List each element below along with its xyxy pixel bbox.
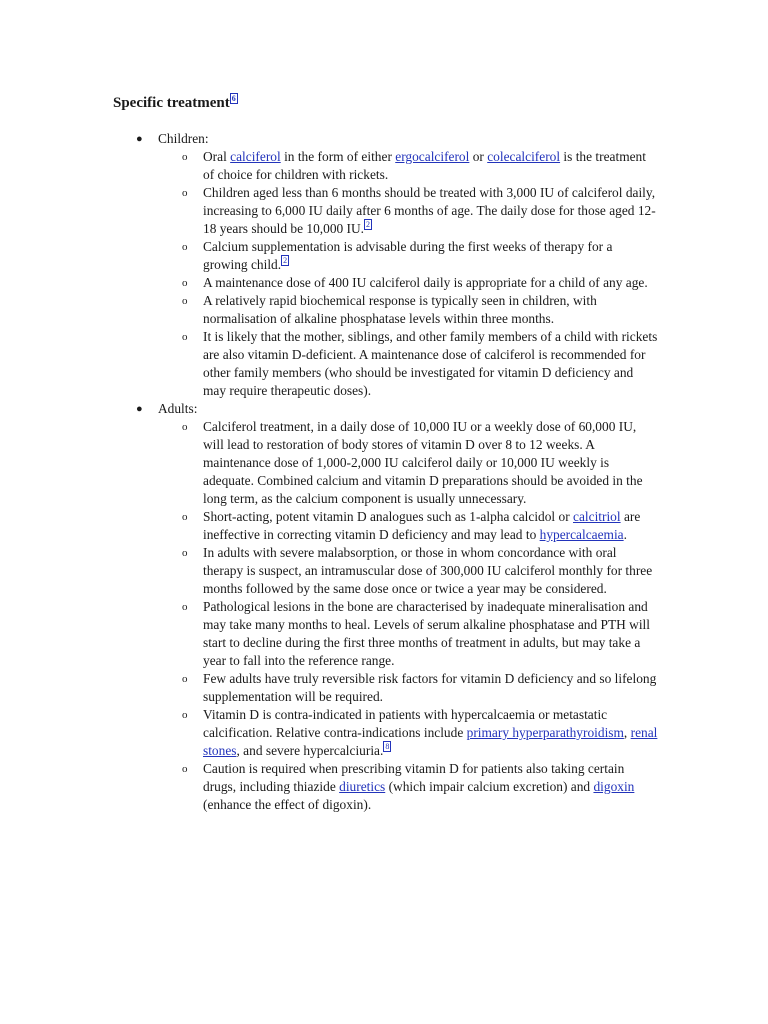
circle-bullet-icon: o xyxy=(182,421,188,433)
wiki-link[interactable]: renal stones xyxy=(203,725,658,758)
list-item: o Calcium supplementation is advisable during the first weeks of therapy for a growing child. $^2$ xyxy=(182,239,613,272)
list-item: o Pathological lesions in the bone are characterised by inadequate mineralisation and may take many months to heal. Levels of serum alkaline phosphatase and PTH will start to decline during the first three months of treatment in adults, but may take a year to fall into the reference range. xyxy=(182,599,650,668)
list-item: o A maintenance dose of 400 IU calciferol daily is appropriate for a child of any age. xyxy=(182,275,648,290)
citation xyxy=(281,255,289,266)
wiki-link[interactable]: calciferol xyxy=(230,149,281,164)
wiki-link[interactable]: colecalciferol xyxy=(487,149,561,164)
circle-bullet-icon: o xyxy=(182,295,188,307)
heading-ref xyxy=(230,93,238,104)
circle-bullet-icon: o xyxy=(182,673,188,685)
reference-link[interactable]: 2 xyxy=(283,256,288,265)
citation xyxy=(364,219,372,230)
section-heading xyxy=(113,94,238,112)
wiki-link[interactable]: hypercalcaemia xyxy=(539,527,624,542)
sub-list xyxy=(158,418,658,814)
circle-bullet-icon: o xyxy=(182,277,188,289)
reference-link[interactable]: 8 xyxy=(385,742,390,751)
list-item: o It is likely that the mother, siblings, and other family members of a child with rickets are also vitamin D-deficient. A maintenance dose of calciferol is recommended for other family members (who should be investigated for vitamin D deficiency and may require therapeutic doses). xyxy=(182,329,658,398)
circle-bullet-icon: o xyxy=(182,187,188,199)
section-label: Children: xyxy=(158,131,209,146)
heading-text: Specific treatment xyxy=(113,95,230,111)
citation xyxy=(383,741,391,752)
circle-bullet-icon: o xyxy=(182,151,188,163)
list-item: o Short-acting, potent vitamin D analogues such as 1-alpha calcidol or calcitriol are ineffective in correcting vitamin D deficiency and may lead to hypercalcaemia. xyxy=(182,509,641,542)
list-item: o Vitamin D is contra-indicated in patients with hypercalcaemia or metastatic calcification. Relative contra-indications include primary hyperparathyroidism, renal stones, and severe hypercalciuria. $^8$ xyxy=(182,707,658,758)
reference-link[interactable]: 6 xyxy=(231,94,236,103)
wiki-link[interactable]: primary hyperparathyroidism xyxy=(466,725,624,740)
wiki-link[interactable]: digoxin xyxy=(593,779,635,794)
circle-bullet-icon: o xyxy=(182,511,188,523)
list-item: o Children aged less than 6 months should be treated with 3,000 IU of calciferol daily, increasing to 6,000 IU daily after 6 months of age. The daily dose for those aged 12-18 years should be 10,000 IU. $^2$ xyxy=(182,185,656,236)
list-item: o Few adults have truly reversible risk factors for vitamin D deficiency and so lifelong supplementation will be required. xyxy=(182,671,657,704)
circle-bullet-icon: o xyxy=(182,709,188,721)
section-item xyxy=(136,400,658,814)
section-label: Adults: xyxy=(158,401,198,416)
list-item: o Calciferol treatment, in a daily dose of 10,000 IU or a weekly dose of 60,000 IU, will lead to restoration of body stores of vitamin D over 8 to 12 weeks. A maintenance dose of 1,000-2,000 IU calciferol daily or 10,000 IU weekly is adequate. Combined calcium and vitamin D preparations should be avoided in the long term, as the calcium component is usually unnecessary. xyxy=(182,419,643,506)
circle-bullet-icon: o xyxy=(182,763,188,775)
list-item: o Caution is required when prescribing vitamin D for patients also taking certain drugs, including thiazide diuretics (which impair calcium excretion) and digoxin (enhance the effect of digoxin). xyxy=(182,761,635,812)
list-item: o Oral calciferol in the form of either ergocalciferol or colecalciferol is the treatment of choice for children with rickets. xyxy=(182,149,646,182)
wiki-link[interactable]: diuretics xyxy=(339,779,386,794)
list-item: o In adults with severe malabsorption, or those in whom concordance with oral therapy is suspect, an intramuscular dose of 300,000 IU calciferol monthly for three months followed by the same dose once or twice a year may be considered. xyxy=(182,545,653,596)
list-item: o A relatively rapid biochemical response is typically seen in children, with normalisation of alkaline phosphatase levels within three months. xyxy=(182,293,597,326)
reference-link[interactable]: 2 xyxy=(366,220,371,229)
treatment-list xyxy=(136,130,658,814)
bullet-icon: ● xyxy=(136,403,143,415)
circle-bullet-icon: o xyxy=(182,547,188,559)
sub-list xyxy=(158,148,658,400)
circle-bullet-icon: o xyxy=(182,601,188,613)
bullet-icon: ● xyxy=(136,133,143,145)
circle-bullet-icon: o xyxy=(182,331,188,343)
wiki-link[interactable]: ergocalciferol xyxy=(395,149,470,164)
circle-bullet-icon: o xyxy=(182,241,188,253)
wiki-link[interactable]: calcitriol xyxy=(573,509,621,524)
section-item xyxy=(136,130,658,400)
